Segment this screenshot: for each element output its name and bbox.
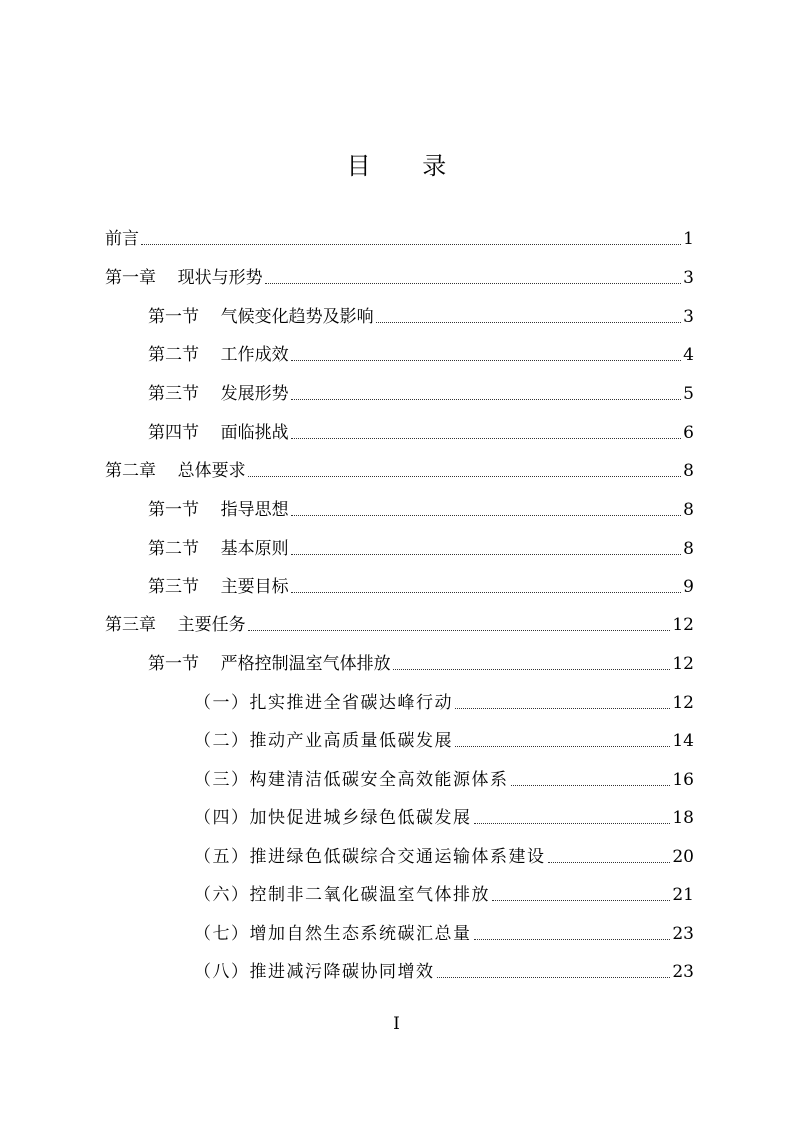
toc-entry-page: 1 — [683, 229, 694, 249]
toc-entry-label: （八）推进减污降碳协同增效 — [194, 962, 435, 982]
toc-entry-page: 21 — [672, 885, 694, 905]
toc-entry-label: 第三节 主要目标 — [148, 577, 289, 597]
toc-entry-label: 前言 — [105, 229, 139, 249]
toc-entry[interactable] — [148, 495, 694, 521]
toc-entry-label: 第二节 工作成效 — [148, 345, 289, 365]
toc-entry[interactable] — [148, 418, 694, 444]
toc-entry-label: 第一节 气候变化趋势及影响 — [148, 307, 374, 327]
toc-entry[interactable] — [105, 610, 694, 636]
dot-leader — [511, 785, 671, 786]
dot-leader — [393, 669, 671, 670]
toc-entry-page: 14 — [672, 731, 694, 751]
toc-entry[interactable] — [194, 919, 694, 945]
dot-leader — [455, 746, 670, 747]
toc-entry-label: （二）推动产业高质量低碳发展 — [194, 731, 453, 751]
toc-entry-page: 3 — [683, 307, 694, 327]
page-title: 目 录 — [346, 152, 469, 180]
toc-entry-page: 3 — [683, 268, 694, 288]
dot-leader — [437, 977, 671, 978]
dot-leader — [291, 554, 682, 555]
toc-entry-page: 5 — [683, 384, 694, 404]
dot-leader — [291, 515, 682, 516]
toc-entry-page: 23 — [672, 962, 694, 982]
dot-leader — [291, 438, 682, 439]
toc-entry-label: 第二节 基本原则 — [148, 539, 289, 559]
toc-entry[interactable] — [105, 263, 694, 289]
toc-entry[interactable] — [148, 572, 694, 598]
toc-entry-page: 4 — [683, 345, 694, 365]
toc-entry[interactable] — [194, 765, 694, 791]
page-number: I — [393, 1014, 400, 1034]
toc-entry-page: 8 — [683, 539, 694, 559]
dot-leader — [474, 939, 671, 940]
toc-entry[interactable] — [148, 340, 694, 366]
toc-entry-page: 12 — [672, 615, 694, 635]
dot-leader — [248, 476, 682, 477]
toc-entry-label: 第三节 发展形势 — [148, 384, 289, 404]
toc-entry[interactable] — [194, 803, 694, 829]
toc-entry-page: 12 — [672, 654, 694, 674]
toc-entry-label: 第一节 严格控制温室气体排放 — [148, 654, 391, 674]
toc-entry[interactable] — [194, 842, 694, 868]
dot-leader — [291, 399, 682, 400]
toc-entry-page: 9 — [683, 577, 694, 597]
dot-leader — [474, 823, 671, 824]
toc-entry[interactable] — [105, 456, 694, 482]
dot-leader — [291, 592, 682, 593]
toc-entry-page: 8 — [683, 461, 694, 481]
toc-entry-label: （七）增加自然生态系统碳汇总量 — [194, 924, 472, 944]
toc-entry-page: 16 — [672, 770, 694, 790]
toc-entry-page: 6 — [683, 423, 694, 443]
toc-entry-page: 12 — [672, 693, 694, 713]
toc-entry-label: （三）构建清洁低碳安全高效能源体系 — [194, 770, 509, 790]
dot-leader — [376, 322, 682, 323]
toc-entry[interactable] — [194, 688, 694, 714]
toc-entry-label: 第二章 总体要求 — [105, 461, 246, 481]
toc-entry-page: 23 — [672, 924, 694, 944]
dot-leader — [492, 900, 670, 901]
toc-entry-page: 8 — [683, 500, 694, 520]
dot-leader — [291, 360, 682, 361]
toc-entry-label: 第四节 面临挑战 — [148, 423, 289, 443]
dot-leader — [141, 244, 681, 245]
toc-entry[interactable] — [194, 726, 694, 752]
dot-leader — [248, 630, 671, 631]
toc-entry[interactable] — [194, 880, 694, 906]
toc-entry-label: （五）推进绿色低碳综合交通运输体系建设 — [194, 847, 546, 867]
toc-entry-page: 18 — [672, 808, 694, 828]
toc-entry-label: （六）控制非二氧化碳温室气体排放 — [194, 885, 490, 905]
dot-leader — [265, 283, 682, 284]
toc-entry-label: （四）加快促进城乡绿色低碳发展 — [194, 808, 472, 828]
dot-leader — [548, 862, 671, 863]
toc-entry[interactable] — [194, 957, 694, 983]
toc-entry-page: 20 — [672, 847, 694, 867]
toc-entry-label: （一）扎实推进全省碳达峰行动 — [194, 693, 453, 713]
toc-entry-label: 第一章 现状与形势 — [105, 268, 263, 288]
dot-leader — [455, 708, 670, 709]
toc-entry-label: 第三章 主要任务 — [105, 615, 246, 635]
toc-entry[interactable] — [148, 302, 694, 328]
toc-entry[interactable] — [148, 379, 694, 405]
toc-entry[interactable] — [148, 534, 694, 560]
toc-entry[interactable] — [105, 224, 694, 250]
toc-entry-label: 第一节 指导思想 — [148, 500, 289, 520]
toc-entry[interactable] — [148, 649, 694, 675]
